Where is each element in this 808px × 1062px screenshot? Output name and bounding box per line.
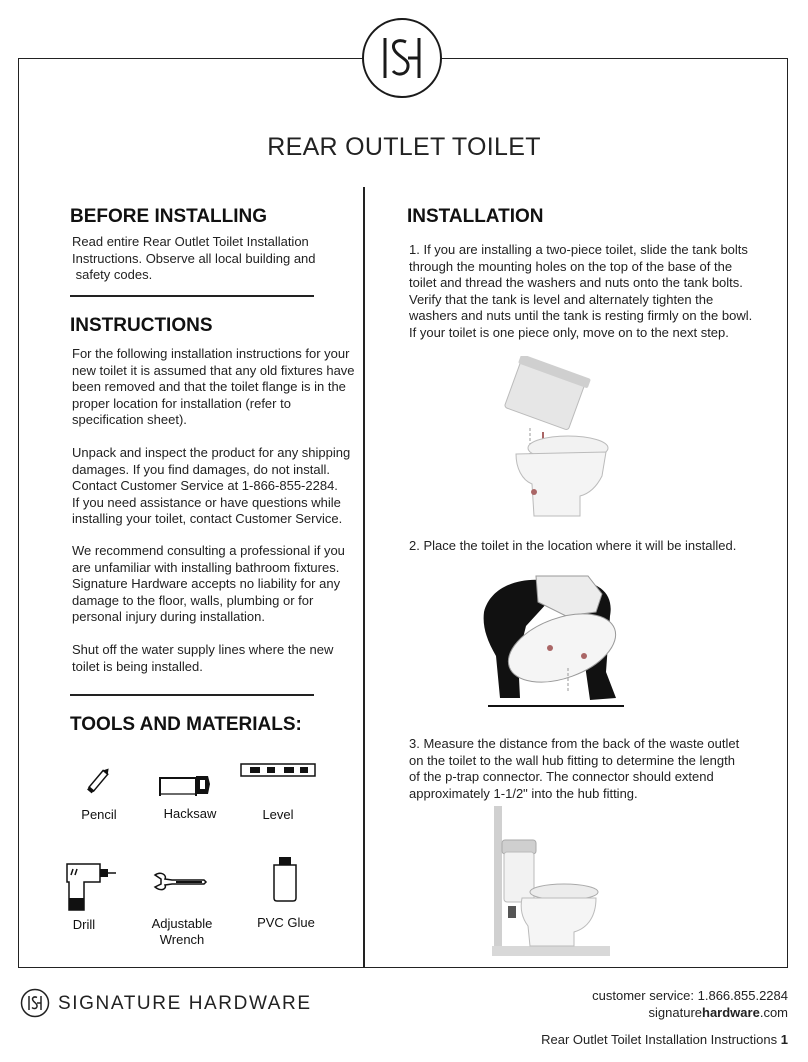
instructions-heading: INSTRUCTIONS bbox=[70, 315, 213, 336]
instructions-paragraph-1: For the following installation instructions for your new toilet it is assumed that any old fixtures have been removed and that the toilet flange is in the proper location for installation (refer to specification sheet). bbox=[72, 346, 355, 427]
installation-heading: INSTALLATION bbox=[407, 206, 544, 227]
signature-hardware-logo bbox=[362, 18, 442, 98]
step-1-text: 1. If you are installing a two-piece toilet, slide the tank bolts through the mounting holes on the top of the base of the toilet and thread the washers and nuts onto the tank bolts. Verify that the tank is level and alternately tighten the washers and nuts until the tank is resting firmly on the bowl. If your toilet is one piece only, move on to the next step. bbox=[409, 242, 753, 340]
page-number: 1 bbox=[780, 1032, 788, 1047]
measure-wall-illustration bbox=[492, 806, 612, 958]
before-installing-heading: BEFORE INSTALLING bbox=[70, 206, 268, 227]
section-rule bbox=[70, 295, 314, 297]
wrench-label: Adjustable Wrench bbox=[151, 916, 213, 947]
drill-label: Drill bbox=[72, 917, 96, 932]
section-rule bbox=[70, 694, 314, 696]
website-link[interactable]: signaturehardware.com bbox=[648, 1005, 788, 1020]
instructions-paragraph-3: We recommend consulting a professional if you are unfamiliar with installing bathroom fixtures. Signature Hardware accepts no liability for any damage to the floor, walls, plumbing or for personal injury during installation. bbox=[72, 543, 345, 624]
footer-brand: SIGNATURE HARDWARE bbox=[58, 993, 312, 1014]
pencil-icon bbox=[84, 763, 114, 797]
page-title: REAR OUTLET TOILET bbox=[267, 133, 541, 161]
place-toilet-illustration bbox=[476, 572, 636, 710]
instructions-paragraph-2: Unpack and inspect the product for any shipping damages. If you find damages, do not install. Contact Customer Service at 1-866-855-2284. If you need assistance or have questions while installing your toilet, contact Customer Service. bbox=[72, 445, 351, 526]
level-icon bbox=[240, 763, 316, 777]
drill-icon bbox=[64, 860, 116, 912]
tank-install-illustration bbox=[488, 356, 618, 522]
step-2-text: 2. Place the toilet in the location where it will be installed. bbox=[409, 538, 737, 553]
footer-logo-icon bbox=[20, 988, 50, 1018]
glue-can-icon bbox=[270, 856, 300, 902]
tools-heading: TOOLS AND MATERIALS: bbox=[70, 714, 302, 735]
instructions-paragraph-4: Shut off the water supply lines where the new toilet is being installed. bbox=[72, 642, 334, 674]
pencil-label: Pencil bbox=[81, 807, 117, 822]
column-divider bbox=[363, 187, 365, 967]
glue-label: PVC Glue bbox=[257, 915, 315, 930]
hacksaw-label: Hacksaw bbox=[163, 806, 217, 821]
hacksaw-icon bbox=[156, 774, 212, 800]
document-title-footer: Rear Outlet Toilet Installation Instructions 1 bbox=[541, 1032, 788, 1047]
before-installing-text: Read entire Rear Outlet Toilet Installation Instructions. Observe all local building and safety codes. bbox=[72, 234, 316, 282]
level-label: Level bbox=[262, 807, 294, 822]
wrench-icon bbox=[152, 871, 208, 891]
customer-service: customer service: 1.866.855.2284 bbox=[592, 988, 788, 1003]
step-3-text: 3. Measure the distance from the back of the waste outlet on the toilet to the wall hub fitting to determine the length of the p-trap connector. The connector should extend approximately 1-1/2" into the hub fitting. bbox=[409, 736, 740, 801]
logo-icon bbox=[364, 20, 440, 96]
